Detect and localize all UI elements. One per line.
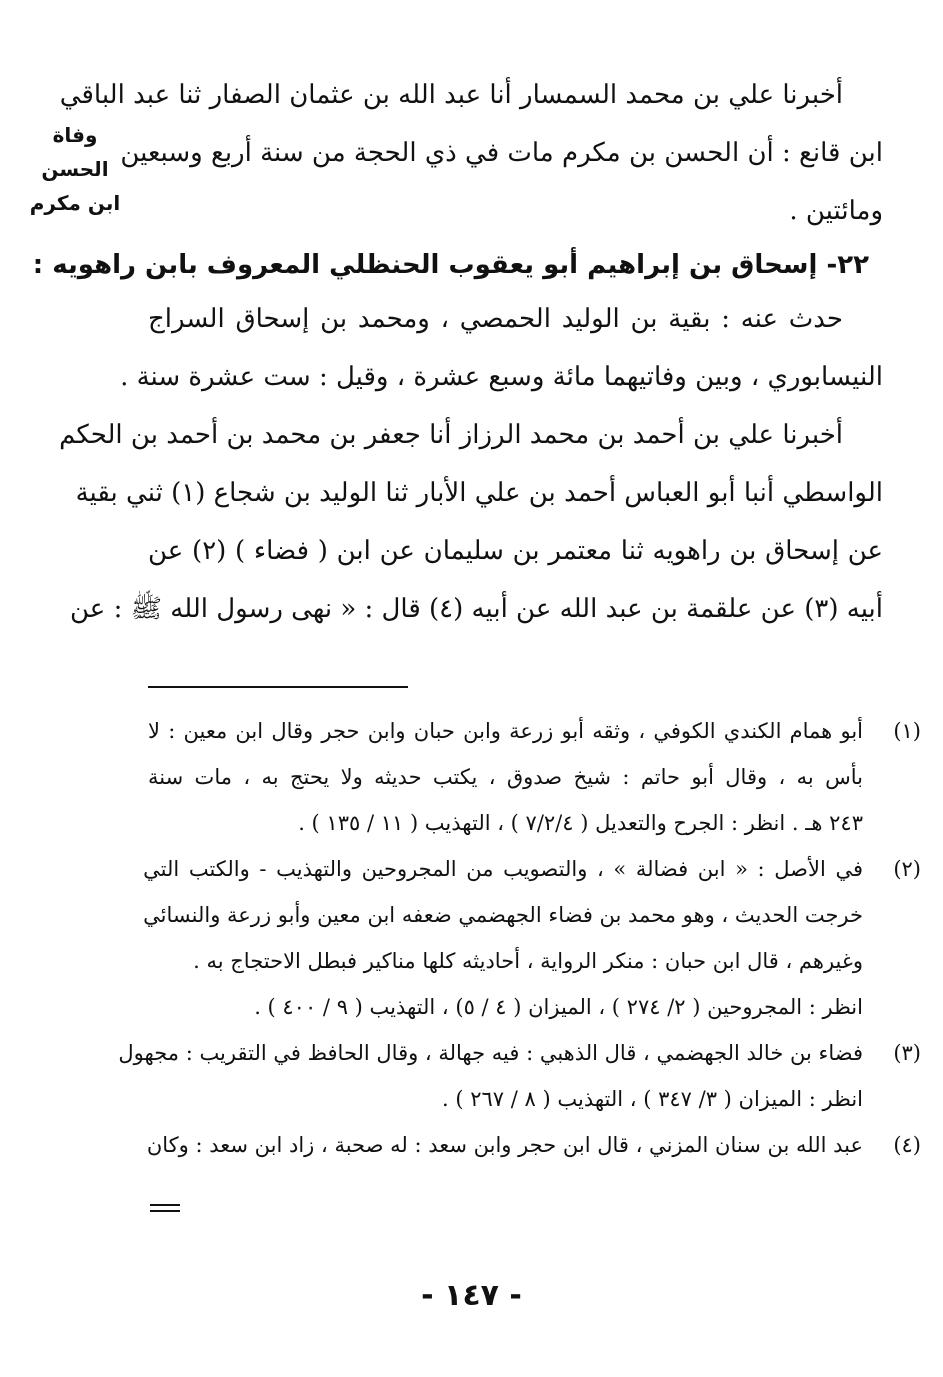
text-line: ابن قانع : أن الحسن بن مكرم مات في ذي الحجة من سنة أربع وسبعين (120, 138, 883, 168)
footnote-line: في الأصل : « ابن فضالة » ، والتصويب من المجروحين والتهذيب - والكتب التي (143, 857, 863, 881)
paragraph (59, 406, 883, 638)
footnote-body (147, 1122, 863, 1168)
section-heading: ٢٢- إسحاق بن إبراهيم أبو يعقوب الحنظلي المعروف بابن راهويه : (32, 250, 869, 280)
text-line: ومائتين . (789, 196, 883, 226)
footnote-line: انظر : المجروحين ( ٢/ ٢٧٤ ) ، الميزان ( ٤ / ٥) ، التهذيب ( ٩ / ٤٠٠ ) . (254, 995, 863, 1019)
footnote-body (143, 846, 863, 1030)
margin-note-line: وفاة الحسن (41, 123, 109, 181)
footnotes (118, 708, 921, 1168)
margin-note-line: ابن مكرم (29, 191, 121, 215)
footnote-line: خرجت الحديث ، وهو محمد بن فضاء الجهضمي ضعفه ابن معين وأبو زرعة والنسائي (143, 903, 863, 927)
footnote-line: أبو همام الكندي الكوفي ، وثقه أبو زرعة وابن حبان وابن حجر وقال ابن معين : لا (148, 719, 863, 743)
footnote-line: عبد الله بن سنان المزني ، قال ابن حجر وابن سعد : له صحبة ، زاد ابن سعد : وكان (146, 1133, 863, 1157)
footnote-number: (١) (893, 719, 921, 743)
footnote-body (148, 708, 863, 846)
text-line: أبيه (٣) عن علقمة بن عبد الله عن أبيه (٤) قال : « نهى رسول الله ﷺ : عن (70, 594, 883, 624)
text-line: أخبرنا علي بن محمد السمسار أنا عبد الله بن عثمان الصفار ثنا عبد الباقي (59, 80, 843, 110)
footnote-number: (٢) (893, 857, 921, 881)
footnote (118, 1030, 921, 1122)
text-line: الواسطي أنبا أبو العباس أحمد بن علي الأبار ثنا الوليد بن شجاع (١) ثني بقية (75, 478, 883, 508)
footnote-line: انظر : الميزان ( ٣/ ٣٤٧ ) ، التهذيب ( ٨ / ٢٦٧ ) . (442, 1087, 863, 1111)
footnote-number: (٣) (893, 1041, 921, 1065)
footnote-separator (148, 686, 408, 688)
footnote-line: وغيرهم ، قال ابن حبان : منكر الرواية ، أحاديثه كلها مناكير فبطل الاحتجاج به . (193, 949, 863, 973)
text-line: عن إسحاق بن راهويه ثنا معتمر بن سليمان عن ابن ( فضاء ) (٢) عن (148, 536, 883, 566)
text-line: أخبرنا علي بن أحمد بن محمد الرزاز أنا جعفر بن محمد بن أحمد بن الحكم (59, 420, 843, 450)
footnote-number: (٤) (893, 1133, 921, 1157)
footnote (148, 708, 921, 846)
footnote-line: بأس به ، وقال أبو حاتم : شيخ صدوق ، يكتب حديثه ولا يحتج به ، مات سنة (148, 765, 863, 789)
footnote-body (118, 1030, 863, 1122)
margin-note (20, 118, 130, 220)
footnote-line: فضاء بن خالد الجهضمي ، قال الذهبي : فيه جهالة ، وقال الحافظ في التقريب : مجهول (118, 1041, 863, 1065)
text-line: النيسابوري ، وبين وفاتيهما مائة وسبع عشرة ، وقيل : ست عشرة سنة . (120, 362, 883, 392)
text-line: حدث عنه : بقية بن الوليد الحمصي ، ومحمد بن إسحاق السراج (148, 304, 843, 334)
paragraph (120, 290, 883, 406)
footnote (148, 1122, 921, 1168)
footnote (143, 846, 921, 1030)
continuation-mark (150, 1204, 180, 1212)
page-number: - ١٤٧ - (421, 1278, 522, 1313)
footnote-line: ٢٤٣ هـ . انظر : الجرح والتعديل ( ٧/٢/٤ ) ، التهذيب ( ١١ / ١٣٥ ) . (298, 811, 863, 835)
